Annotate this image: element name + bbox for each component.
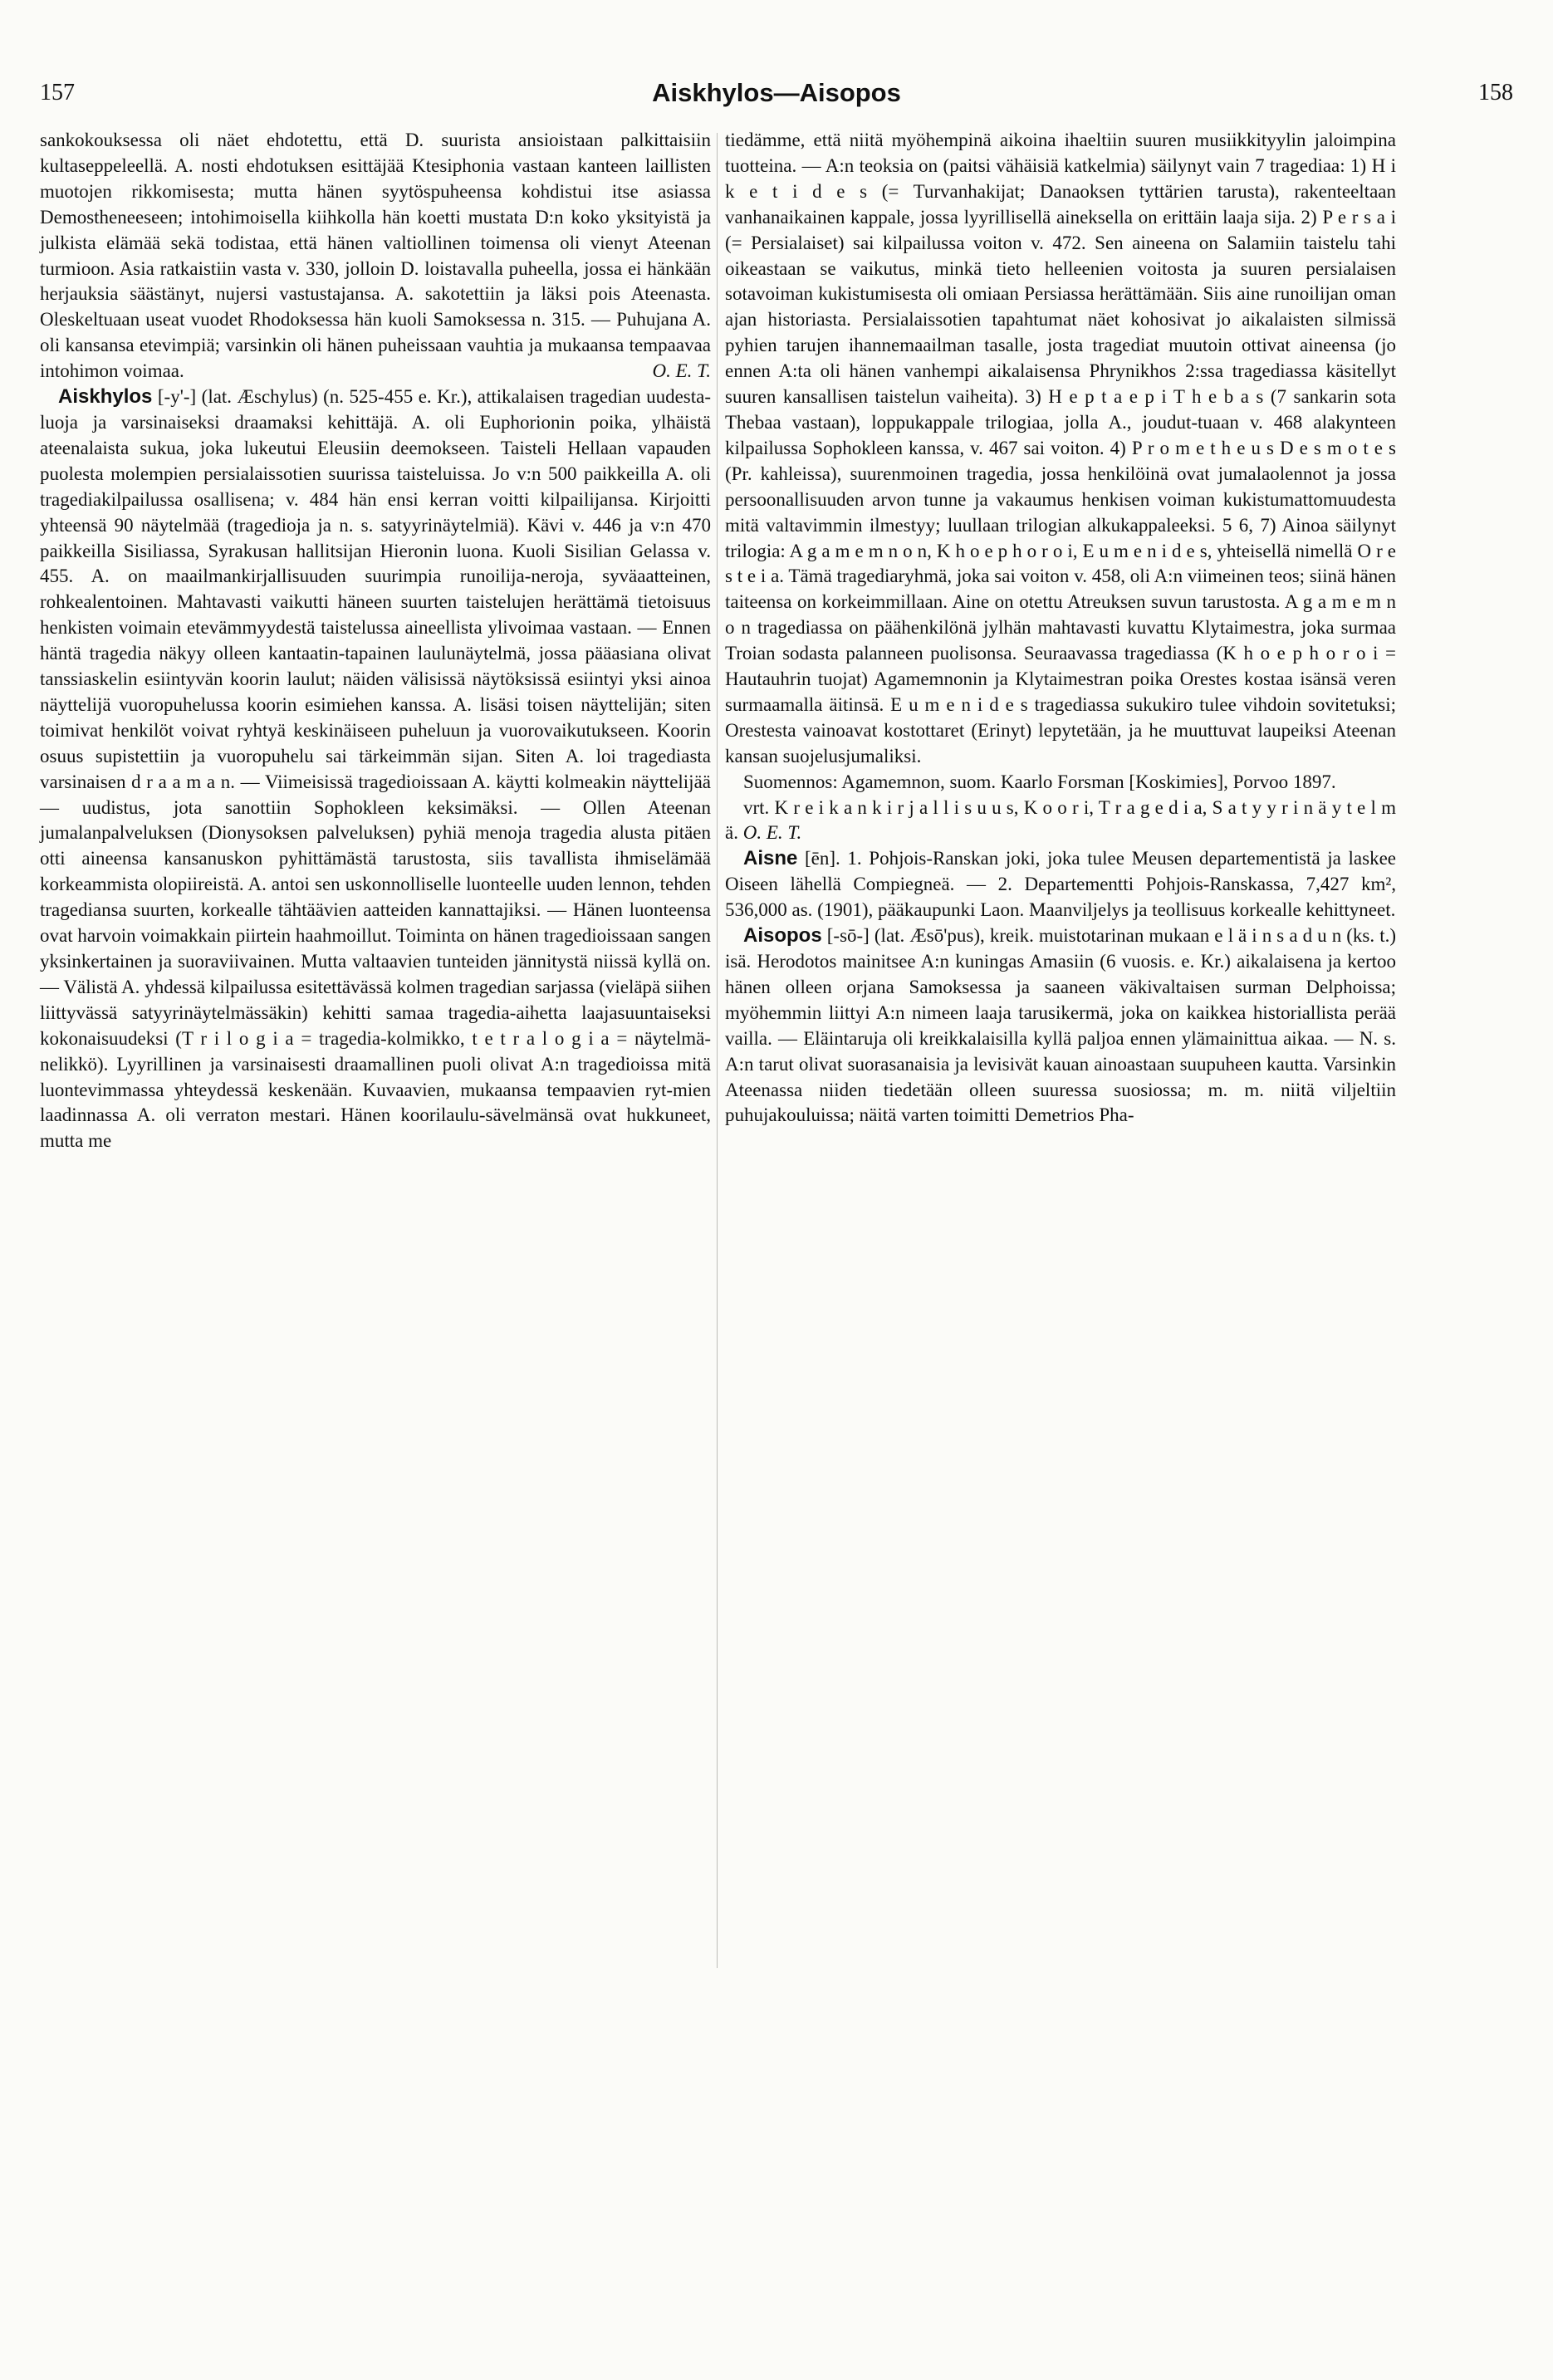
aisiasta-entry-tail xyxy=(40,128,711,384)
signature: O. E. T. xyxy=(742,822,802,844)
entry-aiskhylos-text: [-y'-] (lat. Æschylus) (n. 525-455 e. Kr.), attikalaisen tragedian uudesta-luoja ja varsinaiseksi draamaksi kehittäjä. A. oli Euphorionin poika, ylhäistä ateenalaista sukua, joka lukeutui Eleusiin deemokseen. Taisteli Hellaan vapauden puolesta molempien persialaissotien suurissa taisteluissa. Jo v:n 500 paikkeilla A. oli tragediakilpailussa osallisena; v. 484 hän ensi kerran voitti kilpailijansa. Kirjoitti yhteensä 90 näytelmää (tragedioja ja n. s. satyyrinäytelmiä). Kävi v. 446 ja v:n 470 paikkeilla Sisiliassa, Syrakusan hallitsijan Hieronin luona. Kuoli Sisilian Gelassa v. 455. A. on maailmankirjallisuuden suurimpia runoilija-neroja, syväaatteinen, rohkealentoinen. Mahtavasti vaikutti häneen suurten taistelujen herättämä tietoisuus henkisten voimain etevämmyydestä taistelussa aineellista ylivoimaa vastaan. — Ennen häntä tragedia näkyy olleen kantaatin-tapainen laulunäytelmä, jossa pääasiana olivat tanssiaskelin esiintyvän koorin laulut; näiden välisissä näytöksissä esiintyi yksi ainoa näyttelijä vuoropuhelussa koorin esimiehen kanssa. A. lisäsi toisen näyttelijän; siten toimivat henkilöt voivat ryhtyä keskinäiseen puheluun ja vuorovaikutukseen. Koorin osuus supistettiin ja vuoropuhelu sai tärkeimmän sijan. Siten A. loi tragediasta varsinaisen d r a a m a n. — Viimeisissä tragedioissaan A. käytti kolmeakin näyttelijää — uudistus, jota sanottiin Sophokleen keksimäksi. — Ollen Ateenan jumalanpalveluksen (Dionysoksen palveluksen) pyhiä menoja tragedia alusta pitäen otti aineensa kansanuskon pyhittämästä tarustosta, siis tavallista ihmiselämää korkeammista olopiireistä. A. antoi sen uskonnolliselle luonteelle uuden lennon, tehden tragediansa suurten, korkealle tähtäävien aatteiden kannattajiksi. — Hänen luonteensa ovat harvoin voimakkain piirtein haahmoillut. Toiminta on hänen tragedioissaan sangen yksinkertainen ja suoraviivainen. Mutta valtaavien tunteiden jännitystä niissä kyllä on. — Välistä A. yhdessä kilpailussa esitettävässä kolmen tragedian sarjassa (vieläpä siihen liittyvässä satyyrinäytelmässäkin) kehitti samaa tragedia-aihetta laajasuuntaiseksi kokonaisuudeksi (T r i l o g i a = tragedia-kolmikko, t e t r a l o g i a = näytelmä-nelikkö). Lyyrillinen ja varsinaisesti draamallinen puoli olivat A:n tragedioissa mitä luontevimmassa yhteydessä keskenään. Kuvaavien, mukaansa tempaavien ryt-mien laadinnassa A. oli verraton mestari. Hänen koorilaulu-sävelmänsä ovat hukkuneet, mutta me xyxy=(40,386,711,1152)
headword-aiskhylos: Aiskhylos xyxy=(58,385,153,409)
page-number-left: 157 xyxy=(40,80,75,105)
aiskhylos-entry-continued xyxy=(725,128,1396,770)
aisiasta-text: sankokouksessa oli näet ehdotettu, että D. suurista ansioistaan palkittaisiin kultaseppeleellä. A. nosti ehdotuksen esittäjää Ktesiphonia vastaan kanteen laillisten muotojen rikkomisesta; mutta hänen syytöspuheensa kohdistui itse asiassa Demostheneeseen; intohimoisella kiihkolla hän koetti mustata D:n koko yksityistä ja julkista elämää sekä todistaa, että hänen valtiollinen toimensa oli vienyt Ateenan turmioon. Asia ratkaistiin vasta v. 330, jolloin D. loistavalla puheella, jossa ei hänkään herjauksia säästänyt, nujersi vastustajansa. A. sakotettiin ja läksi pois Ateenasta. Oleskeltuaan useat vuodet Rhodoksessa hän kuoli Samoksessa n. 315. — Puhujana A. oli kansansa etevimpiä; varsinkin oli hänen puheissaan vauhtia ja mukaansa tempaavaa intohimon voimaa. xyxy=(40,130,711,382)
right-column xyxy=(725,128,1396,1129)
headword-aisopos: Aisopos xyxy=(743,924,822,948)
page-number-right: 158 xyxy=(1478,80,1513,105)
page-header xyxy=(40,76,1513,110)
see-also-note xyxy=(725,796,1396,847)
entry-aisne-text: [ēn]. 1. Pohjois-Ranskan joki, joka tulee Meusen departementistä ja laskee Oiseen lähellä Compiegneä. — 2. Departementti Pohjois-Ranskassa, 7,427 km², 536,000 as. (1901), pääkaupunki Laon. Maanviljelys ja teollisuus korkealle kehittyneet. xyxy=(725,848,1396,921)
translations-note xyxy=(725,770,1396,796)
signature: O. E. T. xyxy=(652,360,711,382)
entry-aiskhylos xyxy=(40,384,711,1154)
translations-text: Suomennos: Agamemnon, suom. Kaarlo Forsman [Koskimies], Porvoo 1897. xyxy=(743,771,1336,792)
left-column xyxy=(40,128,711,1154)
entry-aisopos xyxy=(725,923,1396,1129)
entry-aisne xyxy=(725,846,1396,923)
running-head-title: Aiskhylos—Aisopos xyxy=(652,78,901,107)
column-divider xyxy=(717,133,718,1968)
aiskhylos-continued-text: tiedämme, että niitä myöhempinä aikoina ihaeltiin suuren musiikkityylin jaloimpina tuotteina. — A:n teoksia on (paitsi vähäisiä katkelmia) säilynyt vain 7 tragediaa: 1) H i k e t i d e s (= Turvanhakijat; Danaoksen tyttärien tarusta), rakenteeltaan vanhanaikainen kappale, jossa lyyrillisellä aineksella on erittäin laaja sija. 2) P e r s a i (= Persialaiset) sai kilpailussa voiton v. 472. Sen aineena on Salamiin taistelu tahi oikeastaan se vaikutus, minkä tieto helleenien voitosta ja suuren persialaisen sotavoiman kukistumisesta oli omiaan Persiassa herättämään. Siis aine runoilijan oman ajan historiasta. Persialaissotien tapahtumat näet kohosivat jo aikalaisten silmissä pyhien tarujen ihannemaailman tasalle, josta tragediat muutoin ottivat aineensa (jo ennen A:ta oli hänen vanhempi aikalaisensa Phrynikhos 2:ssa tragediassa käsitellyt suuren kansallisen taistelun vaiheita). 3) H e p t a e p i T h e b a s (7 sankarin sota Thebaa vastaan), loppukappale trilogiaa, jolla A., joudut-tuaan v. 468 alakynteen kilpailussa Sophokleen kanssa, v. 467 sai voiton. 4) P r o m e t h e u s D e s m o t e s (Pr. kahleissa), suurenmoinen tragedia, jossa henkilöinä ovat jumalaolennot ja jossa persoonallisuuden arvon tunne ja vakaumus henkisen voiman kukistumattomuudesta mitä valtavimmin ilmestyy; luullaan trilogian alkukappaleeksi. 5 6, 7) Ainoa säilynyt trilogia: A g a m e m n o n, K h o e p h o r o i, E u m e n i d e s, yhteisellä nimellä O r e s t e i a. Tämä tragediaryhmä, joka sai voiton v. 458, oli A:n viimeinen teos; siinä hänen taiteensa on korkeimmillaan. Aine on otettu Atreuksen suvun tarustosta. A g a m e m n o n tragediassa on päähenkilönä jylhän mahtavasti kuvattu Klytaimestra, joka surmaa Troian sodasta palanneen puolisonsa. Seuraavassa tragediassa (K h o e p h o r o i = Hautauhrin tuojat) Agamemnonin ja Klytaimestran poika Orestes kostaa isänsä veren surmaamalla äitinsä. E u m e n i d e s tragediassa sukukiro tulee vihdoin sovitetuksi; Orestesta vainoavat kostottaret (Erinyt) lepytetään, ja he muuttuvat laupeiksi Ateenan kansan suojelusjumaliksi. xyxy=(725,130,1396,766)
headword-aisne: Aisne xyxy=(743,847,798,870)
see-also-text: vrt. K r e i k a n k i r j a l l i s u u s, K o o r i, T r a g e d i a, S a t y y r i n ä y t e l m ä. xyxy=(725,796,1396,844)
entry-aisopos-text: [-sō-] (lat. Æsō'pus), kreik. muistotarinan mukaan e l ä i n s a d u n (ks. t.) isä. Herodotos mainitsee A:n kuningas Amasiin (6 vuosis. e. Kr.) aikalaisena ja kertoo hänen olleen orjana Samoksessa ja saaneen väkivaltaisen surman Delphoissa; myöhemmin liittyi A:n nimeen laaja tarusikermä, joka on kaikkea historiallista perää vailla. — Eläintaruja oli kreikkalaisilla kyllä paljoa ennen ylämainittua aikaa. — N. s. A:n tarut olivat suorasanaisia ja levisivät kauan ainoastaan suupuheen kautta. Varsinkin Ateenassa niiden tiedetään olleen suuressa suosiossa; m. m. niitä viljeltiin puhujakouluissa; näitä varten toimitti Demetrios Pha- xyxy=(725,925,1396,1126)
